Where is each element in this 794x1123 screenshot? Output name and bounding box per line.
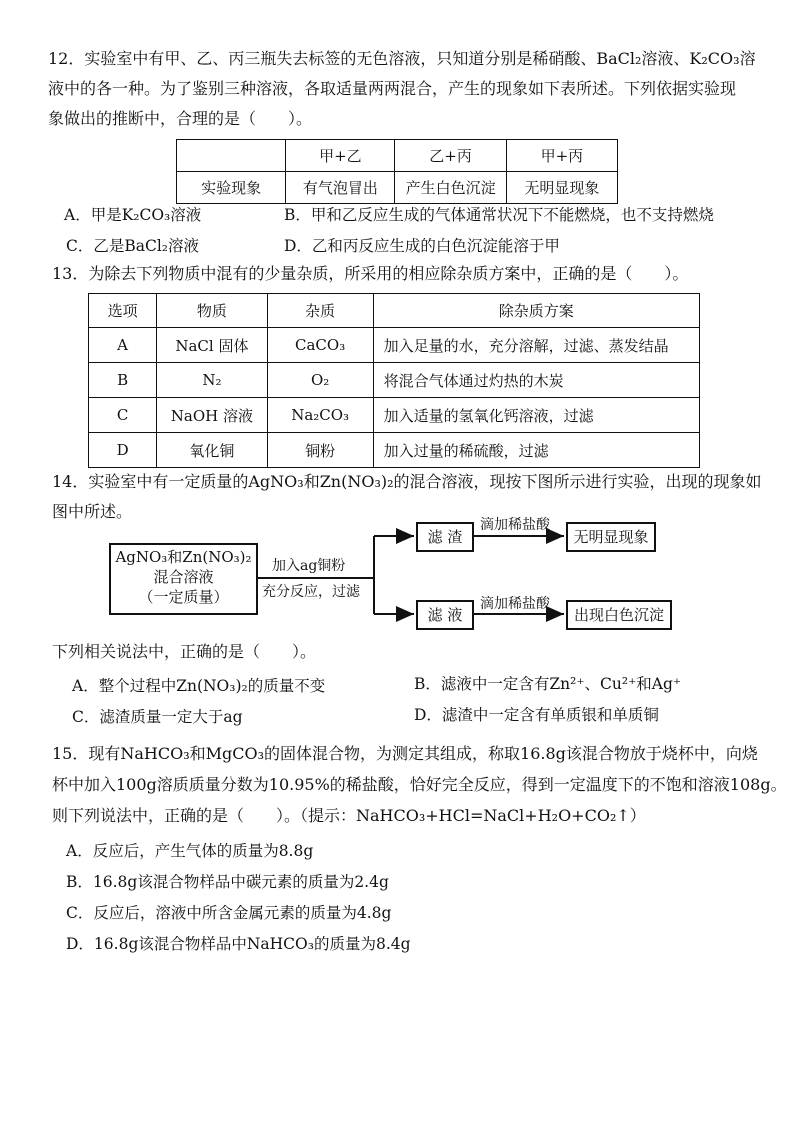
flow-result-bottom-box: 出现白色沉淀	[566, 600, 672, 630]
flow-start-line2: 混合溶液	[153, 568, 214, 586]
q12-table-header: 乙+丙	[395, 140, 506, 172]
q13-row-d-impurity: 铜粉	[267, 433, 373, 468]
q15-option-b: B．16.8g该混合物样品中碳元素的质量为2.4g	[66, 873, 389, 891]
q14-stem-line2: 图中所述。	[52, 502, 133, 521]
q12-stem-line1: 12．实验室中有甲、乙、丙三瓶失去标签的无色溶液，只知道分别是稀硝酸、BaCl₂溶液、K₂CO₃溶	[48, 49, 756, 68]
q13-stem: 13．为除去下列物质中混有的少量杂质，所采用的相应除杂质方案中，正确的是（ ）。	[52, 264, 689, 283]
flow-filtrate-box: 滤 液	[416, 600, 474, 630]
q12-table-row-label: 实验现象	[177, 172, 286, 204]
q12-option-c: C．乙是BaCl₂溶液	[66, 237, 200, 255]
flow-step-label-top: 加入ag铜粉	[272, 558, 346, 574]
flow-step-label-bottom: 充分反应，过滤	[262, 584, 360, 600]
q12-option-a: A．甲是K₂CO₃溶液	[64, 206, 202, 224]
q13-row-a-impurity: CaCO₃	[267, 328, 373, 363]
flow-result-top-box: 无明显现象	[566, 522, 656, 552]
q13-row-d-option: D	[89, 433, 157, 468]
q14-option-a: A．整个过程中Zn(NO₃)₂的质量不变	[72, 677, 326, 695]
q13-row-b-impurity: O₂	[267, 363, 373, 398]
q14-option-d: D．滤渣中一定含有单质银和单质铜	[414, 706, 659, 724]
q13-row-b-substance: N₂	[157, 363, 267, 398]
q12-table-cell: 产生白色沉淀	[395, 172, 506, 204]
q12-option-b: B．甲和乙反应生成的气体通常状况下不能燃烧，也不支持燃烧	[284, 206, 714, 224]
q13-row-b-method: 将混合气体通过灼热的木炭	[373, 363, 699, 398]
q14-question: 下列相关说法中，正确的是（ ）。	[52, 642, 317, 661]
q12-stem-line2: 液中的各一种。为了鉴别三种溶液，各取适量两两混合，产生的现象如下表所述。下列依据实验现	[48, 79, 737, 98]
q13-row-c-method: 加入适量的氢氧化钙溶液，过滤	[373, 398, 699, 433]
q14-option-b: B．滤液中一定含有Zn²⁺、Cu²⁺和Ag⁺	[414, 675, 682, 693]
q12-table-header: 甲+乙	[286, 140, 395, 172]
flow-residue-box: 滤 渣	[416, 522, 474, 552]
q13-row-a-substance: NaCl 固体	[157, 328, 267, 363]
q13-table-header: 除杂质方案	[373, 294, 699, 328]
q12-table-cell: 有气泡冒出	[286, 172, 395, 204]
q13-row-c-option: C	[89, 398, 157, 433]
q15-stem-line1: 15．现有NaHCO₃和MgCO₃的固体混合物，为测定其组成，称取16.8g该混合物放于烧杯中，向烧	[52, 744, 758, 763]
q13-row-a-method: 加入足量的水，充分溶解，过滤、蒸发结晶	[373, 328, 699, 363]
flow-acid-label-bottom: 滴加稀盐酸	[480, 596, 550, 612]
flow-acid-label-top: 滴加稀盐酸	[480, 517, 550, 533]
q13-table-header: 杂质	[267, 294, 373, 328]
q14-option-c: C．滤渣质量一定大于ag	[72, 708, 243, 726]
q15-option-c: C．反应后，溶液中所含金属元素的质量为4.8g	[66, 904, 392, 922]
q13-row-d-substance: 氧化铜	[157, 433, 267, 468]
q13-table-header: 选项	[89, 294, 157, 328]
q13-row-a-option: A	[89, 328, 157, 363]
q13-row-b-option: B	[89, 363, 157, 398]
q13-table-header: 物质	[157, 294, 267, 328]
q12-option-d: D．乙和丙反应生成的白色沉淀能溶于甲	[284, 237, 560, 255]
q15-stem-line3: 则下列说法中，正确的是（ ）。（提示：NaHCO₃+HCl=NaCl+H₂O+CO₂↑）	[52, 806, 646, 825]
flow-start-line1: AgNO₃和Zn(NO₃)₂	[115, 548, 252, 566]
q13-row-d-method: 加入过量的稀硫酸，过滤	[373, 433, 699, 468]
q15-option-d: D．16.8g该混合物样品中NaHCO₃的质量为8.4g	[66, 935, 411, 953]
q13-row-c-substance: NaOH 溶液	[157, 398, 267, 433]
q12-stem-line3: 象做出的推断中，合理的是（ ）。	[48, 109, 313, 128]
q15-stem-line2: 杯中加入100g溶质质量分数为10.95%的稀盐酸，恰好完全反应，得到一定温度下的不饱和溶液108g。	[52, 775, 787, 794]
q13-row-c-impurity: Na₂CO₃	[267, 398, 373, 433]
flow-start-box	[109, 543, 258, 615]
flow-start-line3: （一定质量）	[138, 588, 229, 606]
q14-stem-line1: 14．实验室中有一定质量的AgNO₃和Zn(NO₃)₂的混合溶液，现按下图所示进行实验，出现的现象如	[52, 472, 762, 491]
q12-table-header: 甲+丙	[506, 140, 617, 172]
q15-option-a: A．反应后，产生气体的质量为8.8g	[66, 842, 314, 860]
q12-table-cell: 无明显现象	[506, 172, 617, 204]
